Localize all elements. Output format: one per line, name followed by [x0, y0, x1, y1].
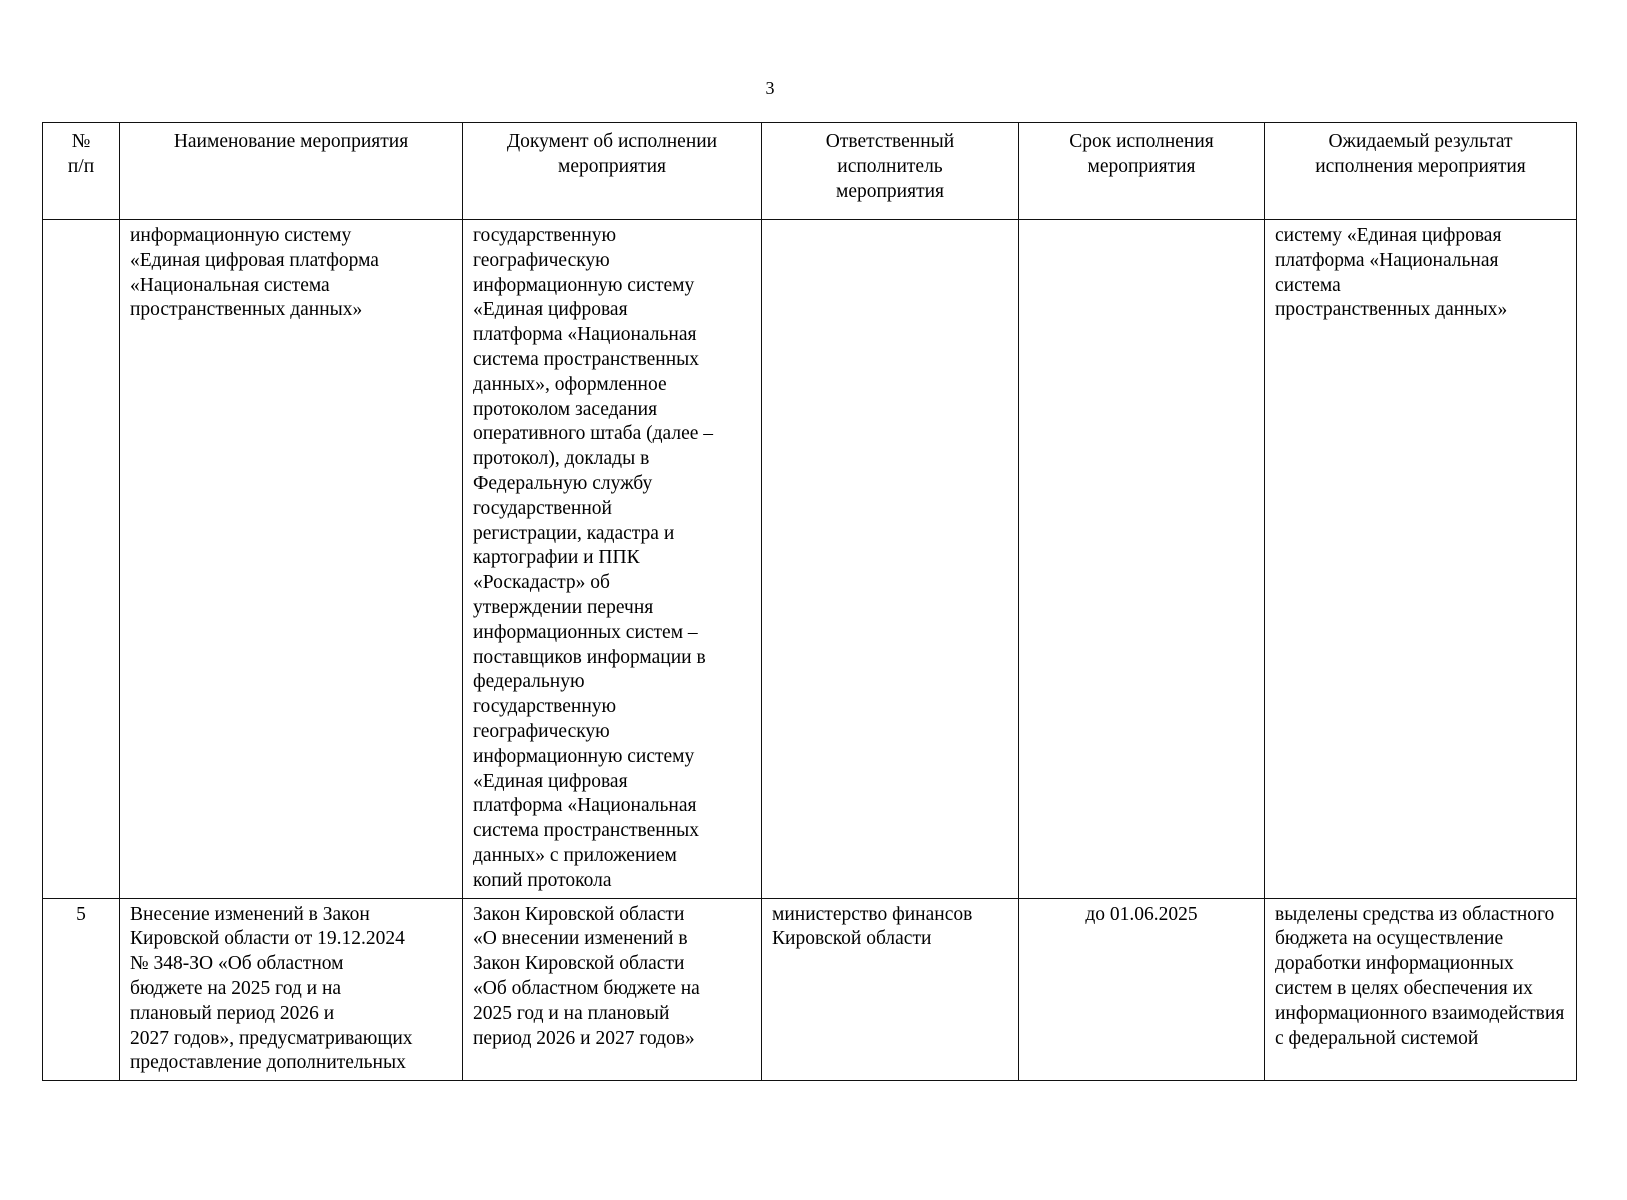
- responsible-cell: [762, 220, 1019, 899]
- table-row: [43, 220, 1577, 899]
- measure-name-cell: Внесение изменений в Закон Кировской области от 19.12.2024 № 348-ЗО «Об областном бюджете на 2025 год и на плановый период 2026 и 2027 годов», предусматривающих предоставление дополнительных: [120, 898, 463, 1081]
- deadline-cell: [1019, 220, 1265, 899]
- header-row: [43, 123, 1577, 220]
- header-responsible: Ответственный исполнитель мероприятия: [762, 123, 1019, 220]
- table-body: [43, 220, 1577, 1081]
- table-header: [43, 123, 1577, 220]
- row-number: 5: [43, 898, 120, 1081]
- measures-table: [42, 122, 1577, 1081]
- execution-document-cell: Закон Кировской области «О внесении изменений в Закон Кировской области «Об областном бюджете на 2025 год и на плановый период 2026 и 2027 годов»: [463, 898, 762, 1081]
- table-row: [43, 898, 1577, 1081]
- measure-name-cell: информационную систему «Единая цифровая платформа «Национальная система пространственных данных»: [120, 220, 463, 899]
- responsible-cell: министерство финансов Кировской области: [762, 898, 1019, 1081]
- header-deadline: Срок исполнения мероприятия: [1019, 123, 1265, 220]
- header-expected-result: Ожидаемый результат исполнения мероприятия: [1265, 123, 1577, 220]
- row-number: [43, 220, 120, 899]
- header-execution-document: Документ об исполнении мероприятия: [463, 123, 762, 220]
- deadline-cell: до 01.06.2025: [1019, 898, 1265, 1081]
- expected-result-cell: выделены средства из областного бюджета на осуществление доработки информационных систем в целях обеспечения их информационного взаимодействия с федеральной системой: [1265, 898, 1577, 1081]
- page-number: 3: [765, 78, 775, 98]
- header-number: № п/п: [43, 123, 120, 220]
- expected-result-cell: систему «Единая цифровая платформа «Национальная система пространственных данных»: [1265, 220, 1577, 899]
- execution-document-cell: государственную географическую информационную систему «Единая цифровая платформа «Национальная система пространственных данных», оформленное протоколом заседания оперативного штаба (далее – протокол), доклады в Федеральную службу государственной регистрации, кадастра и картографии и ППК «Роскадастр» об утверждении перечня информационных систем – поставщиков информации в федеральную государственную географическую информационную систему «Единая цифровая платформа «Национальная система пространственных данных» с приложением копий протокола: [463, 220, 762, 899]
- header-measure-name: Наименование мероприятия: [120, 123, 463, 220]
